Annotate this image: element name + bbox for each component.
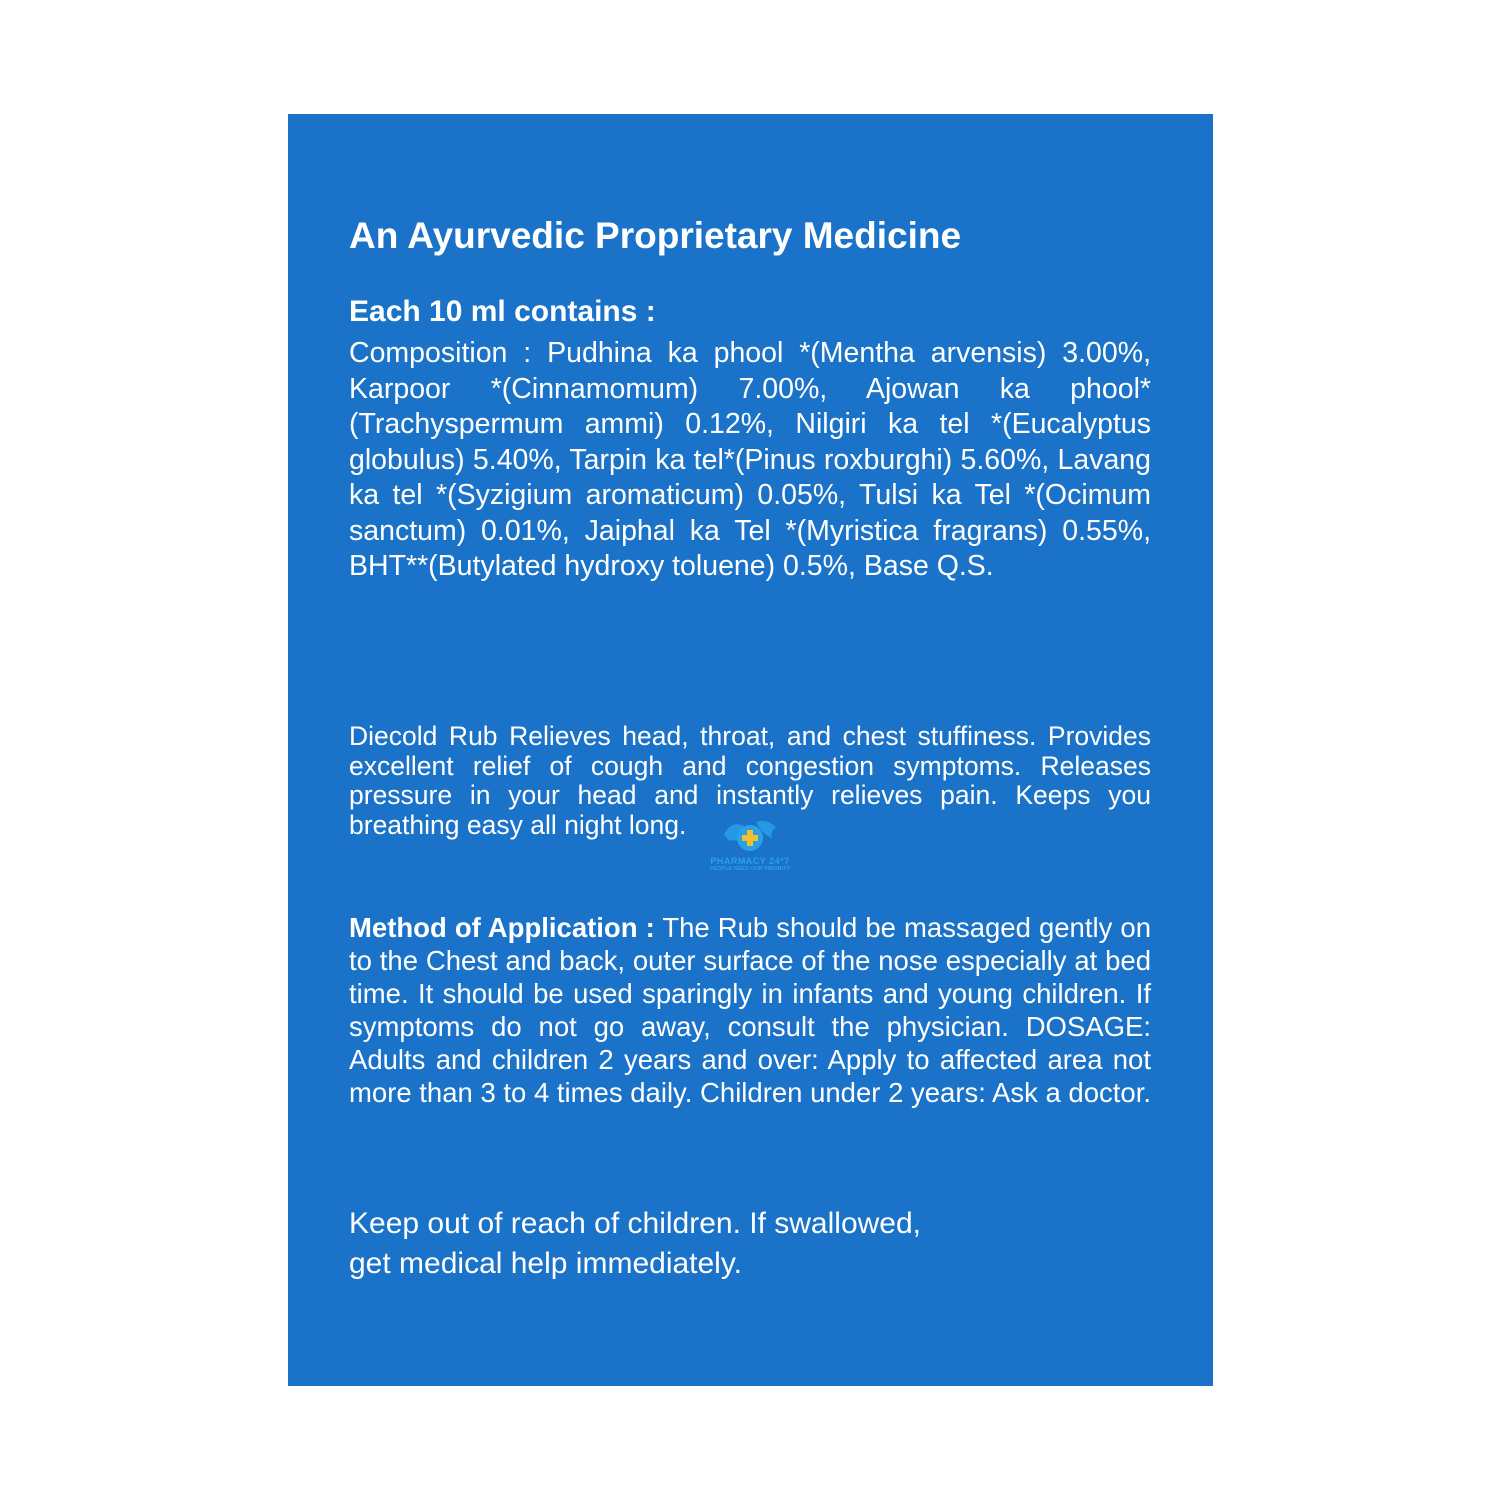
contents-subheading: Each 10 ml contains : [349,295,656,328]
product-heading: An Ayurvedic Proprietary Medicine [349,215,962,256]
watermark-name: PHARMACY 24*7 [710,856,790,866]
description-text: Diecold Rub Relieves head, throat, and chest stuffiness. Provides excellent relief of cough and congestion symptoms. Releases pressure in your head and instantly relieves pain. Keeps you breathing easy all night long. [349,721,1151,840]
method-of-application [349,911,1151,1109]
warning-line-2: get medical help immediately. [349,1247,742,1280]
warning-line-1: Keep out of reach of children. If swallowed, [349,1207,921,1240]
method-text: The Rub should be massaged gently on to the Chest and back, outer surface of the nose especially at bed time. It should be used sparingly in infants and young children. If symptoms do not go away, consult the physician. DOSAGE: Adults and children 2 years and over: Apply to affected area not more than 3 to 4 times daily. Children under 2 years: Ask a doctor. [349,912,1151,1108]
pharmacy-watermark [690,812,810,882]
pharmacy-logo-icon [718,812,782,856]
watermark-tagline: PEOPLE NEED OUR PRIORITY [709,866,791,872]
composition-text: Composition : Pudhina ka phool *(Mentha arvensis) 3.00%, Karpoor *(Cinnamomum) 7.00%, Ajowan ka phool* (Trachyspermum ammi) 0.12%, Nilgiri ka tel *(Eucalyptus globulus) 5.40%, Tarpin ka tel*(Pinus roxburghi) 5.60%, Lavang ka tel *(Syzigium aromaticum) 0.05%, Tulsi ka Tel *(Ocimum sanctum) 0.01%, Jaiphal ka Tel *(Myristica fragrans) 0.55%, BHT**(Butylated hydroxy toluene) 0.5%, Base Q.S. [349,337,1151,582]
warning-text [349,1204,949,1284]
method-label: Method of Application : [349,912,655,943]
